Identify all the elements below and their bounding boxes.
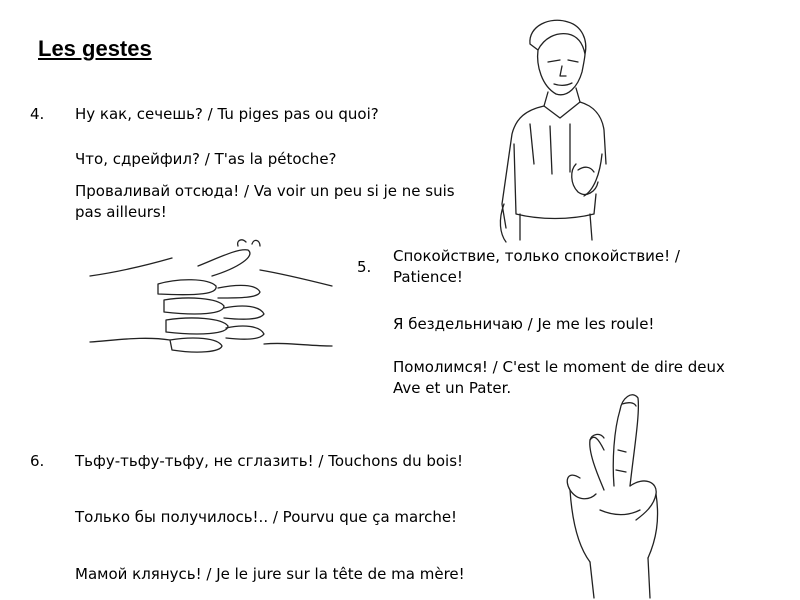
- section-5-number: 5.: [357, 258, 372, 276]
- section-5-line-3: Помолимся! / C'est le moment de dire deux Ave et un Pater.: [393, 358, 725, 397]
- clasped-hands-illustration: [88, 236, 336, 370]
- section-6-line-3: Мамой клянусь! / Je le jure sur la tête de ma mère!: [75, 565, 465, 583]
- section-6-line-1: Тьфу-тьфу-тьфу, не сглазить! / Touchons du bois!: [75, 452, 464, 470]
- section-4-line-2: Что, сдрейфил? / T'as la pétoche?: [75, 150, 337, 168]
- crossed-fingers-illustration: [560, 390, 678, 600]
- slide-title: Les gestes: [38, 36, 152, 61]
- section-4-line-1: Ну как, сечешь? / Tu piges pas ou quoi?: [75, 105, 379, 123]
- section-4-line-3: Проваливай отсюда! / Va voir un peu si je ne suis pas ailleurs!: [75, 182, 455, 221]
- section-6-line-2: Только бы получилось!.. / Pourvu que ça marche!: [75, 508, 458, 526]
- section-5-line-2: Я бездельничаю / Je me les roule!: [393, 315, 655, 333]
- section-4-number: 4.: [30, 105, 45, 123]
- section-6-number: 6.: [30, 452, 45, 470]
- section-5-line-1: Спокойствие, только спокойствие! / Patience!: [393, 247, 680, 286]
- man-gesturing-illustration: [490, 14, 620, 246]
